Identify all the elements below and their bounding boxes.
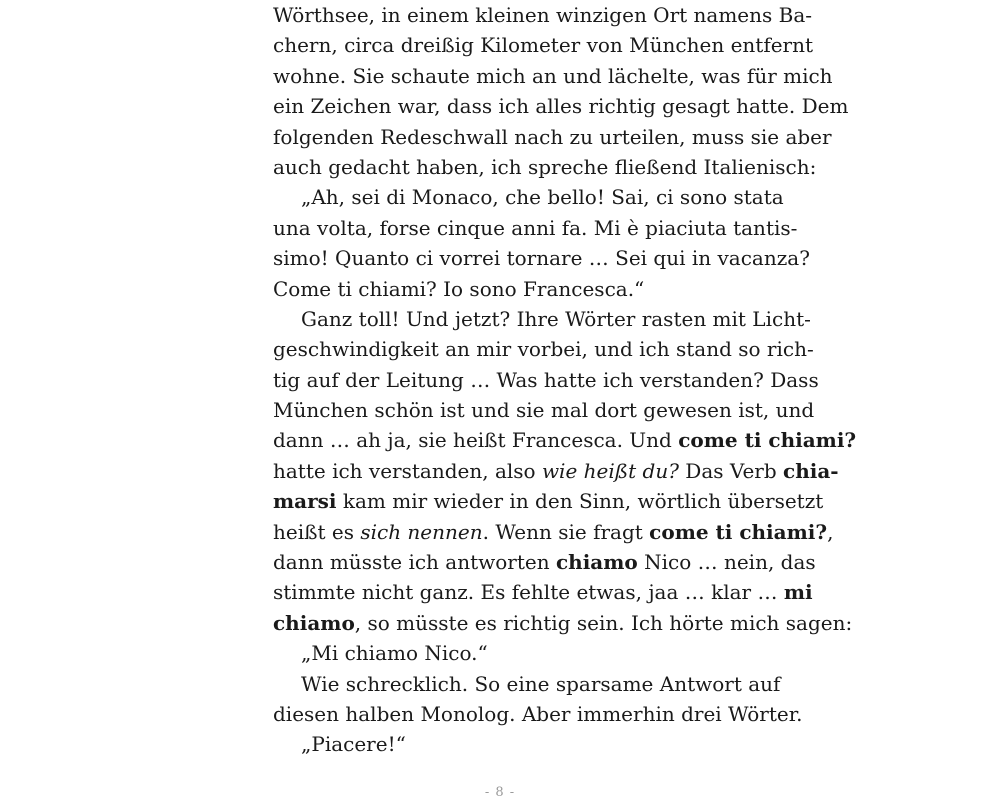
paragraph (273, 182, 810, 304)
bold-phrase: chiamo (555, 550, 638, 575)
text-line: tig auf der Leitung … Was hatte ich verstanden? Dass (273, 367, 819, 392)
bold-phrase: chiamo (273, 610, 355, 635)
text-line: „Piacere!“ (301, 732, 406, 757)
text-line (273, 517, 834, 547)
text-run: Das Verb (678, 458, 784, 483)
text-run: dann … ah ja, sie heißt Francesca. Und (273, 428, 679, 453)
text-line: „Ah, sei di Monaco, che bello! Sai, ci sono stata (301, 185, 784, 210)
text-line: simo! Quanto ci vorrei tornare … Sei qui in vacanza? (273, 246, 810, 271)
text-line: folgenden Redeschwall nach zu urteilen, muss sie aber (273, 124, 832, 149)
paragraph (273, 669, 803, 730)
text-run: heißt es (273, 519, 361, 544)
page-number: - 8 - (484, 785, 516, 800)
text-line (273, 547, 816, 577)
text-line: wohne. Sie schaute mich an und lächelte, was für mich (273, 63, 833, 88)
body-text (273, 0, 857, 760)
bold-phrase: chia- (783, 458, 839, 483)
text-line: diesen halben Monolog. Aber immerhin drei Wörter. (273, 701, 803, 726)
text-run: hatte ich verstanden, also (273, 458, 542, 483)
text-line: geschwindigkeit an mir vorbei, und ich stand so rich- (273, 337, 814, 362)
italic-phrase: sich nennen (360, 519, 483, 544)
text-line (273, 577, 813, 607)
text-line: Wie schrecklich. So eine sparsame Antwort auf (301, 671, 781, 696)
italic-phrase: wie heißt du? (541, 458, 679, 483)
text-line (273, 456, 839, 486)
text-line (273, 608, 853, 638)
bold-phrase: marsi (273, 489, 337, 514)
text-run: , (827, 519, 834, 544)
text-line (273, 425, 857, 455)
paragraph (273, 729, 723, 759)
paragraph (273, 304, 857, 638)
text-run: kam mir wieder in den Sinn, wörtlich übersetzt (336, 489, 824, 514)
text-line: chern, circa dreißig Kilometer von München entfernt (273, 33, 814, 58)
text-line: Ganz toll! Und jetzt? Ihre Wörter rasten mit Licht- (301, 306, 811, 331)
text-line: Come ti chiami? Io sono Francesca.“ (273, 276, 645, 301)
text-line: „Mi chiamo Nico.“ (301, 641, 488, 666)
paragraph (273, 0, 849, 182)
text-line: ein Zeichen war, dass ich alles richtig gesagt hatte. Dem (273, 94, 849, 119)
text-line: München schön ist und sie mal dort gewesen ist, und (273, 398, 815, 423)
bold-phrase: mi (783, 580, 813, 605)
text-run: dann müsste ich antworten (273, 550, 556, 575)
paragraph (273, 638, 723, 668)
bold-phrase: come ti chiami? (678, 428, 857, 453)
text-run: . Wenn sie fragt (482, 519, 650, 544)
text-line: auch gedacht haben, ich spreche fließend Italienisch: (273, 154, 817, 179)
text-line: una volta, forse cinque anni fa. Mi è piaciuta tantis- (273, 215, 798, 240)
text-line (273, 486, 824, 516)
text-run: , so müsste es richtig sein. Ich hörte mich sagen: (354, 610, 853, 635)
text-run: stimmte nicht ganz. Es fehlte etwas, jaa … klar … (273, 580, 784, 605)
text-run: Nico … nein, das (637, 550, 816, 575)
text-line: Wörthsee, in einem kleinen winzigen Ort namens Ba- (273, 3, 813, 27)
bold-phrase: come ti chiami? (649, 519, 828, 544)
